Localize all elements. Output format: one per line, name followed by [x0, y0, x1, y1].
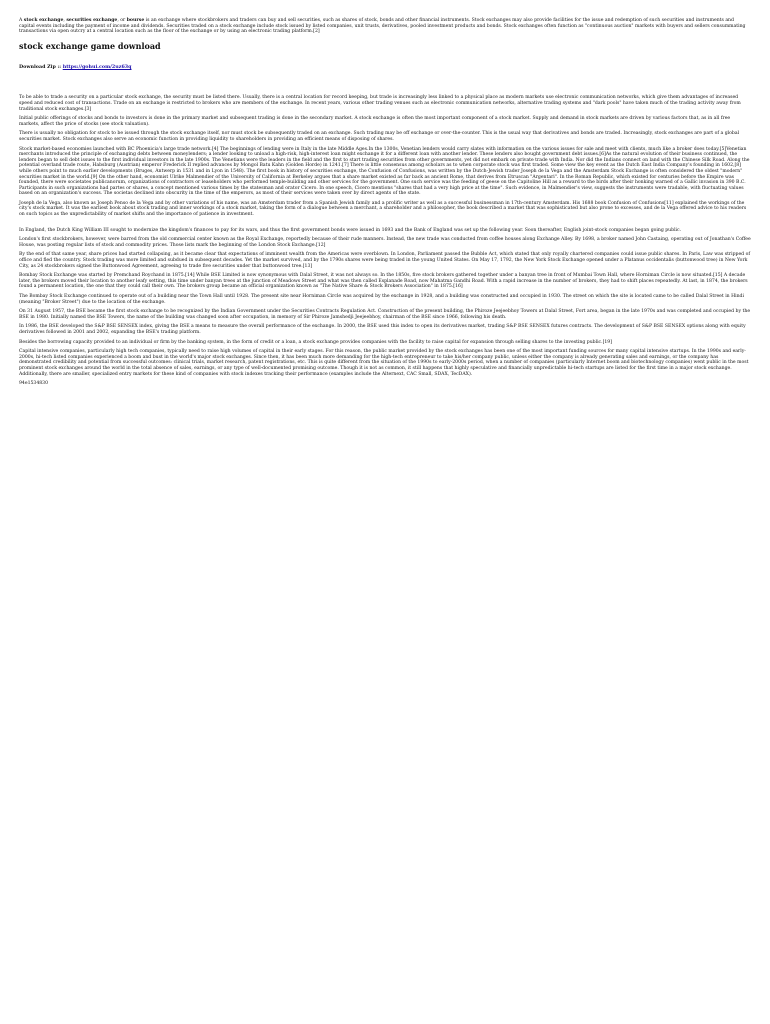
article-paragraph: By the end of that same year, share prices had started collapsing, as it became clear that expectations of imminent wealth from the Americas were overblown. In London, Parliament passed the Bubble Act, which stated that only royally chartered companies could issue public shares. In Paris, Law was stripped of office and fled the country. Stock trading was more limited and subdued in subsequent decades. Yet the market survived, and by the 1790s shares were being traded in the young United States. On May 17, 1792, the New York Stock Exchange opened under a Platanus occidentalis (buttonwood tree) in New York City, as 24 stockbrokers signed the Buttonwood Agreement, agreeing to trade five securities under that buttonwood tree.[13] — [19, 252, 751, 269]
article-paragraph: There is usually no obligation for stock to be issued through the stock exchange itself, nor must stock be subsequently traded on an exchange. Such trading may be off exchange or over-the-counter. This is the usual way that derivatives and bonds are traded. Increasingly, stock exchanges are part of a global securities market. Stock exchanges also serve an economic function in providing liquidity to shareholders in providing an efficient means of disposing of shares. — [19, 131, 740, 142]
article-paragraph: In England, the Dutch King William III sought to modernize the kingdom's finances to pay for its wars, and thus the first government bonds were issued in 1693 and the Bank of England was set up the following year. Soon thereafter, English joint-stock companies began going public. — [19, 227, 682, 233]
download-label: Download Zip :: — [19, 63, 63, 70]
article-paragraph: London's first stockbrokers, however, were barred from the old commercial center known as the Royal Exchange, reportedly because of their rude manners. Instead, the new trade was conducted from coffee houses along Exchange Alley. By 1698, a broker named John Castaing, operating out of Jonathan's Coffee House, was posting regular lists of stock and commodity prices. Those lists mark the beginning of the London Stock Exchange.[12] — [19, 237, 751, 248]
article-paragraph: The Bombay Stock Exchange continued to operate out of a building near the Town Hall until 1928. The present site near Horniman Circle was acquired by the exchange in 1928, and a building was constructed and occupied in 1930. The street on which the site is located came to be called Dalal Street in Hindi (meaning "Broker Street") due to the location of the exchange. — [19, 294, 744, 305]
intro-paragraph — [19, 18, 751, 35]
article-paragraph: Capital intensive companies, particularly high tech companies, typically need to raise high volumes of capital in their early stages. For this reason, the public market provided by the stock exchanges has been one of the most important funding sources for many capital intensive startups. In the 1990s and early-2000s, hi-tech listed companies experienced a boom and bust in the world's major stock exchanges. Since then, it has been much more demanding for the high-tech entrepreneur to take his/her company public, unless either the company is already generating sales and earnings, or the company has demonstrated credibility and potential from successful outcomes: clinical trials, market research, patent registrations, etc. This is quite different from the situation of the 1990s to early-2000s period, when a number of companies (particularly Internet boom and biotechnology companies) went public in the most prominent stock exchanges around the world in the total absence of sales, earnings, or any type of well-documented promising outcome. Though it is not as common, it still happens that highly speculative and financially unpredictable hi-tech startups are listed for the first time in a major stock exchange. Additionally, there are smaller, specialized entry markets for these kind of companies with stock indexes tracking their performance (examples include the Alternext, CAC Small, SDAX, TecDAX). — [19, 349, 749, 377]
intro-body: is an exchange where stockbrokers and traders can buy and sell securities, such as shares of stock, bonds and other financial instruments. Stock exchanges may also provide facilities for the issue and redemption of such securities and instruments and capital events including the payment of income and dividends. Securities traded on a stock exchange include stock issued by listed companies, unit trusts, derivatives, pooled investment products and bonds. Stock exchanges often function as "continuous auction" markets with buyers and sellers consummating transactions via open outcry at a central location such as the floor of the exchange or by using an electronic trading platform.[2] — [19, 18, 746, 35]
article-paragraph: On 31 August 1957, the BSE became the first stock exchange to be recognized by the Indian Government under the Securities Contracts Regulation Act. Construction of the present building, the Phiroze Jeejeebhoy Towers at Dalal Street, Fort area, began in the late 1970s and was completed and occupied by the BSE in 1980. Initially named the BSE Towers, the name of the building was changed soon after occupation, in memory of Sir Phiroze Jamshedji Jeejeebhoy, chairman of the BSE since 1966, following his death. — [19, 309, 751, 320]
intro-separator: , — [63, 18, 67, 23]
footer-code: 94e1534830 — [19, 381, 49, 387]
term-stock-exchange: stock exchange — [23, 18, 64, 23]
article-paragraph: Stock market-based economies launched with BC Phoenicia's large trade network.[4] The beginnings of lending were in Italy in the late Middle Ages.In the 1300s, Venetian lenders would carry slates with information on the various issues for sale and meet with clients, much like a broker does today.[5]Venetian merchants introduced the principle of exchanging debts between moneylenders; a lender looking to unload a high-risk, high-interest loan might exchange it for a different loan with another lender. These lenders also bought government debt issues.[6]As the natural evolution of their business continued, the lenders began to sell debt issues to the first individual investors in the late 1900s. The Venetians were the leaders in the field and the first to start trading securities from other governments, yet did not embark on private trade with India. Nor did the Indians connect on land with the Chinese Silk Road. Along the potential overland trade route, Habsburg (Austrian) emperor Frederick II replied advances by Mongol Batu Kahn (Golden Horde) in 1241.[7] There is little consensus among scholars as to when corporate stock was first traded. Some view the key event as the Dutch East India Company's founding in 1602,[8] while others point to much earlier developments (Bruges, Antwerp in 1531 and in Lyon in 1548). The first book in history of securities exchange, the Confusion of Confusions, was written by the Dutch-Jewish trader Joseph de la Vega and the Amsterdam Stock Exchange is often considered the oldest "modern" securities market in the world.[9] On the other hand, economist Ulrike Malmendier of the University of California at Berkeley argues that a share market existed as far back as ancient Rome, that derives from Etruscan "Argentari". In the Roman Republic, which existed for centuries before the Empire was founded, there were societates publicanorum, organizations of contractors or leaseholders who performed temple-building and other services for the government. One such service was the feeding of geese on the Capitoline Hill as a reward to the birds after their honking warned of a Gallic invasion in 390 B.C. Participants in such organizations had partes or shares, a concept mentioned various times by the statesman and orator Cicero. In one speech, Cicero mentions "shares that had a very high price at the time". Such evidence, in Malmendier's view, suggests the instruments were tradable, with fluctuating values based on an organization's success. The societas declined into obscurity in the time of the emperors, as most of their services were taken over by direct agents of the state. — [19, 146, 750, 197]
article-paragraph: Initial public offerings of stocks and bonds to investors is done in the primary market and subsequent trading is done in the secondary market. A stock exchange is often the most important component of a stock market. Supply and demand in stock markets are driven by various factors that, as in all free markets, affect the price of stocks (see stock valuation). — [19, 116, 731, 127]
article-paragraph: Joseph de la Vega, also known as Joseph Penso de la Vega and by other variations of his name, was an Amsterdam trader from a Spanish Jewish family and a prolific writer as well as a successful businessman in 17th-century Amsterdam. His 1688 book Confusion of Confusions[11] explained the workings of the city's stock market. It was the earliest book about stock trading and inner workings of a stock market, taking the form of a dialogue between a merchant, a shareholder and a philosopher, the book described a market that was sophisticated but also prone to excesses, and de la Vega offered advice to his readers on such topics as the unpredictability of market shifts and the importance of patience in investment. — [19, 200, 747, 218]
intro-separator: , or — [117, 18, 127, 23]
term-securities-exchange: securities exchange — [66, 18, 118, 23]
article-paragraph: Besides the borrowing capacity provided to an individual or firm by the banking system, in the form of credit or a loan, a stock exchange provides companies with the facility to raise capital for expansion through selling shares to the investing public.[19] — [19, 339, 613, 345]
article-paragraph: In 1986, the BSE developed the S&P BSE SENSEX index, giving the BSE a means to measure the overall performance of the exchange. In 2000, the BSE used this index to open its derivatives market, trading S&P BSE SENSEX futures contracts. The development of S&P BSE SENSEX options along with equity derivatives followed in 2001 and 2002, expanding the BSE's trading platform. — [19, 324, 746, 335]
download-line — [19, 65, 751, 71]
download-link[interactable]: https://gohui.com/2uz63q — [62, 63, 132, 70]
page-title: stock exchange game download — [19, 40, 161, 51]
article-paragraph: Bombay Stock Exchange was started by Premchand Roychand in 1875.[14] While BSE Limited is now synonymous with Dalal Street, it was not always so. In the 1850s, five stock brokers gathered together under a banyan tree in front of Mumbai Town Hall, where Horniman Circle is now situated.[15] A decade later, the brokers moved their location to another leafy setting, this time under banyan trees at the junction of Meadows Street and what was then called Esplanade Road, now Mahatma Gandhi Road. With a rapid increase in the number of brokers, they had to shift places repeatedly. At last, in 1874, the brokers found a permanent location, the one that they could call their own. The brokers group became an official organization known as "The Native Share & Stock Brokers Association" in 1875.[16] — [19, 273, 748, 290]
article-body — [19, 95, 751, 377]
term-bourse: bourse — [126, 18, 145, 23]
article-paragraph: To be able to trade a security on a particular stock exchange, the security must be listed there. Usually, there is a central location for record keeping, but trade is increasingly less linked to a physical place as modern markets use electronic communication networks, which give them advantages of increased speed and reduced cost of transactions. Trade on an exchange is restricted to brokers who are members of the exchange. In recent years, various other trading venues such as electronic communication networks, alternative trading systems and "dark pools" have taken much of the trading activity away from traditional stock exchanges.[3] — [19, 95, 741, 112]
intro-text: A — [19, 18, 24, 23]
